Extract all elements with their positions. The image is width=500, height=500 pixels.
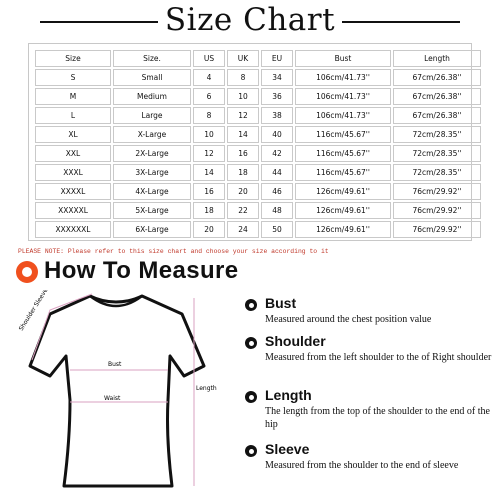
table-cell: 14	[227, 126, 259, 143]
header-cell: Size.	[113, 50, 191, 67]
instruction-title: Length	[265, 387, 312, 403]
table-cell: XXXXXXL	[35, 221, 111, 238]
instruction-desc: The length from the top of the shoulder to the end of the hip	[265, 406, 490, 430]
table-cell: XXXXXL	[35, 202, 111, 219]
table-row	[35, 69, 481, 86]
table-row	[35, 145, 481, 162]
header-cell: Length	[393, 50, 481, 67]
table-cell: 106cm/41.73''	[295, 88, 391, 105]
table-cell: 16	[193, 183, 225, 200]
table-cell: XL	[35, 126, 111, 143]
header-cell: US	[193, 50, 225, 67]
table-cell: 16	[227, 145, 259, 162]
table-cell: 4	[193, 69, 225, 86]
table-cell: 18	[227, 164, 259, 181]
table-cell: 46	[261, 183, 293, 200]
instruction-desc: Measured from the left shoulder to the of Right shoulder	[265, 352, 492, 363]
table-cell: 67cm/26.38''	[393, 69, 481, 86]
header-cell: Bust	[295, 50, 391, 67]
waist-label: Waist	[104, 395, 121, 402]
table-cell: 116cm/45.67''	[295, 164, 391, 181]
table-cell: 20	[227, 183, 259, 200]
table-cell: 6X-Large	[113, 221, 191, 238]
length-label: Length	[196, 385, 217, 392]
table-cell: 6	[193, 88, 225, 105]
table-cell: 126cm/49.61''	[295, 221, 391, 238]
table-cell: 8	[193, 107, 225, 124]
table-cell: 126cm/49.61''	[295, 202, 391, 219]
table-cell: S	[35, 69, 111, 86]
size-note: PLEASE NOTE: Please refer to this size chart and choose your size according to it	[18, 248, 329, 255]
table-cell: 106cm/41.73''	[295, 69, 391, 86]
instruction-title: Sleeve	[265, 441, 310, 457]
table-cell: 67cm/26.38''	[393, 88, 481, 105]
table-cell: 24	[227, 221, 259, 238]
table-cell: 116cm/45.67''	[295, 145, 391, 162]
table-cell: 14	[193, 164, 225, 181]
size-chart-header	[0, 2, 500, 38]
table-cell: XXXXL	[35, 183, 111, 200]
table-cell: 22	[227, 202, 259, 219]
table-row	[35, 202, 481, 219]
table-cell: M	[35, 88, 111, 105]
table-row	[35, 221, 481, 238]
bust-label: Bust	[108, 361, 122, 368]
table-cell: 36	[261, 88, 293, 105]
table-cell: XXL	[35, 145, 111, 162]
table-cell: 2X-Large	[113, 145, 191, 162]
header-cell: Size	[35, 50, 111, 67]
table-cell: 72cm/28.35''	[393, 164, 481, 181]
table-cell: 40	[261, 126, 293, 143]
table-cell: 72cm/28.35''	[393, 145, 481, 162]
table-cell: 76cm/29.92''	[393, 221, 481, 238]
header-cell: EU	[261, 50, 293, 67]
table-row	[35, 183, 481, 200]
table-cell: 34	[261, 69, 293, 86]
table-cell: 67cm/26.38''	[393, 107, 481, 124]
table-row	[35, 164, 481, 181]
table-cell: 3X-Large	[113, 164, 191, 181]
table-cell: 12	[193, 145, 225, 162]
instruction-title: Shoulder	[265, 333, 326, 349]
table-cell: 126cm/49.61''	[295, 183, 391, 200]
size-table-container	[28, 43, 472, 241]
table-cell: 5X-Large	[113, 202, 191, 219]
table-cell: 10	[227, 88, 259, 105]
bullet-icon	[245, 337, 257, 349]
bullet-icon	[245, 299, 257, 311]
table-row	[35, 126, 481, 143]
table-cell: 72cm/28.35''	[393, 126, 481, 143]
table-cell: 106cm/41.73''	[295, 107, 391, 124]
table-cell: Small	[113, 69, 191, 86]
table-cell: 38	[261, 107, 293, 124]
table-cell: 50	[261, 221, 293, 238]
tshirt-svg	[0, 290, 240, 500]
bullet-icon	[245, 391, 257, 403]
tshirt-diagram	[0, 290, 240, 500]
title-rule-left	[40, 21, 158, 23]
table-cell: XXXL	[35, 164, 111, 181]
table-cell: 48	[261, 202, 293, 219]
table-cell: 42	[261, 145, 293, 162]
table-cell: 116cm/45.67''	[295, 126, 391, 143]
table-cell: 12	[227, 107, 259, 124]
table-cell: L	[35, 107, 111, 124]
table-cell: 4X-Large	[113, 183, 191, 200]
bullet-icon	[245, 445, 257, 457]
circle-bullet-icon	[16, 261, 38, 283]
table-header-row	[35, 50, 481, 67]
table-cell: Medium	[113, 88, 191, 105]
table-cell: 44	[261, 164, 293, 181]
size-table	[33, 48, 483, 240]
title-rule-right	[342, 21, 460, 23]
tshirt-outline	[30, 296, 204, 486]
table-cell: X-Large	[113, 126, 191, 143]
table-cell: Large	[113, 107, 191, 124]
instruction-title: Bust	[265, 295, 297, 311]
measure-header	[16, 258, 276, 286]
table-cell: 76cm/29.92''	[393, 202, 481, 219]
instruction-desc: Measured from the shoulder to the end of sleeve	[265, 460, 459, 471]
page-title: Size Chart	[164, 2, 336, 38]
table-row	[35, 88, 481, 105]
table-cell: 8	[227, 69, 259, 86]
measure-title: How To Measure	[44, 257, 239, 284]
table-row	[35, 107, 481, 124]
table-cell: 18	[193, 202, 225, 219]
table-cell: 76cm/29.92''	[393, 183, 481, 200]
header-cell: UK	[227, 50, 259, 67]
table-cell: 10	[193, 126, 225, 143]
table-cell: 20	[193, 221, 225, 238]
instruction-desc: Measured around the chest position value	[265, 314, 432, 325]
shoulder-sleeve-label: Shoulder Sleeve	[17, 290, 50, 333]
